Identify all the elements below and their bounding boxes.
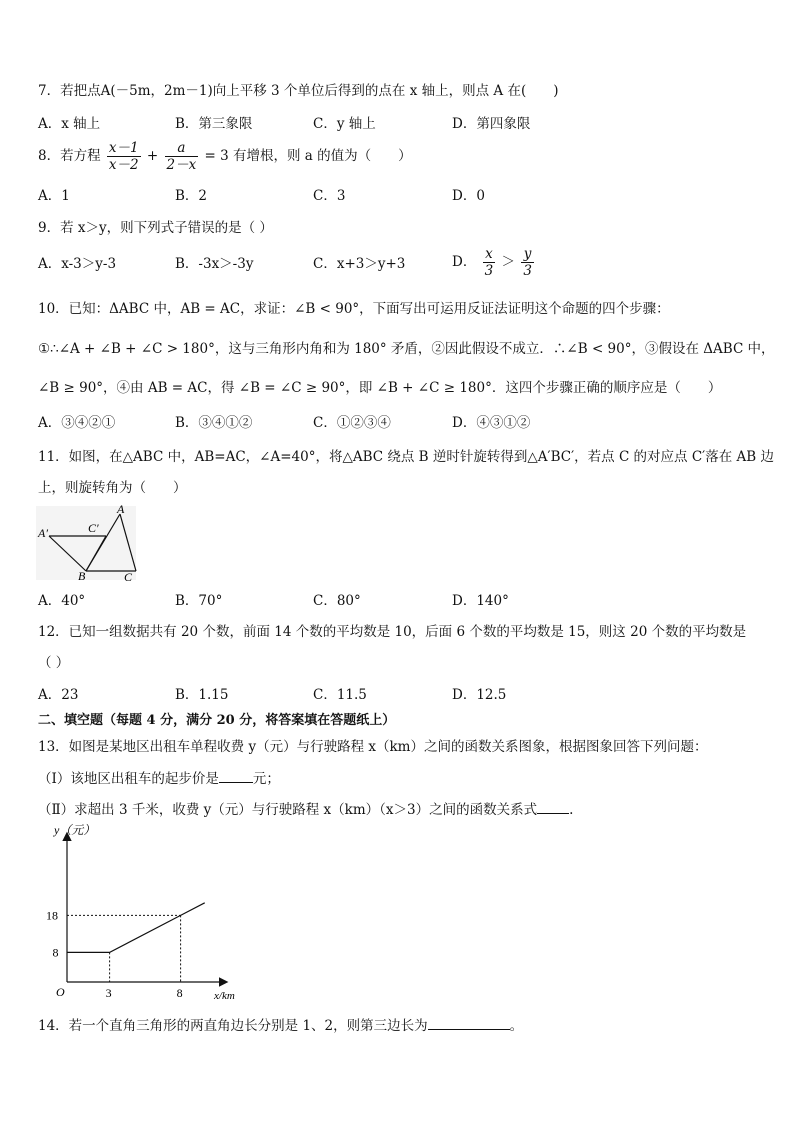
q8-suffix: = 3 有增根，则 a 的值为（ ） (204, 148, 412, 164)
label-c-prime: C′ (88, 521, 99, 535)
y-tick-18: 18 (46, 908, 58, 923)
question-10-line-2: ①∴∠A + ∠B + ∠C > 180°，这与三角形内角和为 180° 矛盾，②因此假设不成立．∴∠B < 90°，③假设在 ΔABC 中， (38, 341, 775, 357)
q13-part2-prefix: （Ⅱ）求超出 3 千米，收费 y（元）与行驶路程 x（km）（x＞3）之间的函数关系式 (38, 802, 538, 818)
q14-prefix: 14．若一个直角三角形的两直角边长分别是 1、2，则第三边长为 (38, 1018, 428, 1034)
q14-suffix: 。 (509, 1018, 524, 1034)
q13-part2-suffix: . (569, 802, 574, 818)
q9-option-d[interactable] (452, 246, 536, 279)
fare-series-line (67, 903, 205, 953)
q8-plus: + (146, 148, 159, 164)
q10-option-c[interactable]: C．①②③④ (313, 415, 391, 431)
q9-option-d-label: D． (452, 254, 477, 270)
question-11-line-2: 上，则旋转角为（ ） (38, 480, 187, 496)
x-axis-label: x/km (214, 990, 235, 1002)
q7-option-b[interactable]: B．第三象限 (175, 116, 253, 132)
section-2-heading: 二、填空题（每题 4 分，满分 20 分，将答案填在答题纸上） (38, 713, 396, 728)
q9-option-b[interactable]: B．-3x＞-3y (175, 256, 254, 272)
q10-option-a[interactable]: A．③④②① (38, 415, 116, 431)
q9-d-num1: x (483, 246, 496, 263)
q14-answer-blank[interactable] (428, 1017, 510, 1030)
q8-prefix: 8．若方程 (38, 148, 101, 164)
q12-option-b[interactable]: B．1.15 (175, 687, 229, 703)
question-12-line-1: 12．已知一组数据共有 20 个数，前面 14 个数的平均数是 10，后面 6 个数的平均数是 15，则这 20 个数的平均数是 (38, 624, 747, 640)
q8-option-c[interactable]: C．3 (313, 188, 346, 204)
q9-d-den1: 3 (484, 263, 494, 279)
q12-option-d[interactable]: D．12.5 (452, 687, 507, 703)
question-13-line-1: 13．如图是某地区出租车单程收费 y（元）与行驶路程 x（km）之间的函数关系图象，根据图象回答下列问题： (38, 739, 708, 755)
q7-option-c[interactable]: C．y 轴上 (313, 116, 376, 132)
q8-option-b[interactable]: B．2 (175, 188, 208, 204)
q7-option-d[interactable]: D．第四象限 (452, 116, 531, 132)
rotation-triangle-figure (36, 500, 140, 584)
q8-option-d[interactable]: D．0 (452, 188, 485, 204)
q13-part1-suffix: 元； (252, 771, 280, 787)
q13-answer-blank-1[interactable] (219, 770, 253, 783)
question-12-line-2: （ ） (38, 655, 70, 671)
q8-frac2-denominator: 2－x (166, 157, 197, 173)
question-10-line-1: 10．已知：ΔABC 中，AB = AC，求证：∠B < 90°，下面写出可运用反证法证明这个命题的四个步骤： (38, 301, 670, 317)
q9-option-a[interactable]: A．x-3＞y-3 (38, 256, 117, 272)
y-tick-8: 8 (52, 945, 59, 960)
question-8-stem (38, 140, 412, 173)
question-7-stem: 7．若把点A(－5m，2m－1)向上平移 3 个单位后得到的点在 x 轴上，则点 A 在( ) (38, 83, 559, 99)
q8-fraction-2 (165, 140, 199, 173)
q10-option-b[interactable]: B．③④①② (175, 415, 253, 431)
y-axis-label: y（元） (54, 823, 96, 837)
q9-d-fraction-y (521, 246, 534, 279)
label-b: B (78, 569, 86, 583)
q7-option-a[interactable]: A．x 轴上 (38, 116, 101, 132)
q12-option-a[interactable]: A．23 (38, 687, 79, 703)
q9-d-den2: 3 (523, 263, 532, 279)
q11-option-a[interactable]: A．40° (38, 593, 86, 609)
q13-part1-prefix: （Ⅰ）该地区出租车的起步价是 (38, 771, 219, 787)
x-tick-8: 8 (176, 986, 183, 1000)
q9-d-fraction-x (483, 246, 496, 279)
q13-answer-blank-2[interactable] (537, 801, 569, 814)
question-13-part-1 (38, 770, 280, 788)
q8-frac1-numerator: x－1 (108, 140, 139, 156)
q8-fraction-1 (107, 140, 141, 173)
question-14-stem (38, 1017, 523, 1035)
q10-option-d[interactable]: D．④③①② (452, 415, 531, 431)
label-a: A (117, 502, 125, 516)
q11-option-b[interactable]: B．70° (175, 593, 223, 609)
taxi-fare-chart (30, 818, 260, 1008)
q8-frac1-denominator: x－2 (108, 157, 139, 173)
q9-d-gt: ＞ (501, 254, 516, 270)
question-13-part-2 (38, 801, 573, 819)
q11-option-d[interactable]: D．140° (452, 593, 509, 609)
q12-option-c[interactable]: C．11.5 (313, 687, 367, 703)
question-9-stem: 9．若 x＞y，则下列式子错误的是（ ） (38, 220, 273, 236)
q8-option-a[interactable]: A．1 (38, 188, 70, 204)
dashed-guides (67, 915, 181, 982)
origin-label: O (56, 985, 65, 999)
q8-frac2-numerator: a (165, 140, 199, 157)
question-10-line-3: ∠B ≥ 90°，④由 AB = AC，得 ∠B = ∠C ≥ 90°，即 ∠B + ∠C ≥ 180°．这四个步骤正确的顺序应是（ ） (38, 380, 722, 396)
q9-d-num2: y (521, 246, 534, 263)
label-c: C (124, 570, 133, 584)
question-11-line-1: 11．如图，在△ABC 中，AB=AC，∠A=40°，将△ABC 绕点 B 逆时针旋转得到△A′BC′，若点 C 的对应点 C′落在 AB 边 (38, 449, 774, 465)
q9-option-c[interactable]: C．x+3＞y+3 (313, 256, 406, 272)
label-a-prime: A′ (38, 526, 48, 540)
q11-option-c[interactable]: C．80° (313, 593, 361, 609)
x-tick-3: 3 (105, 986, 112, 1000)
